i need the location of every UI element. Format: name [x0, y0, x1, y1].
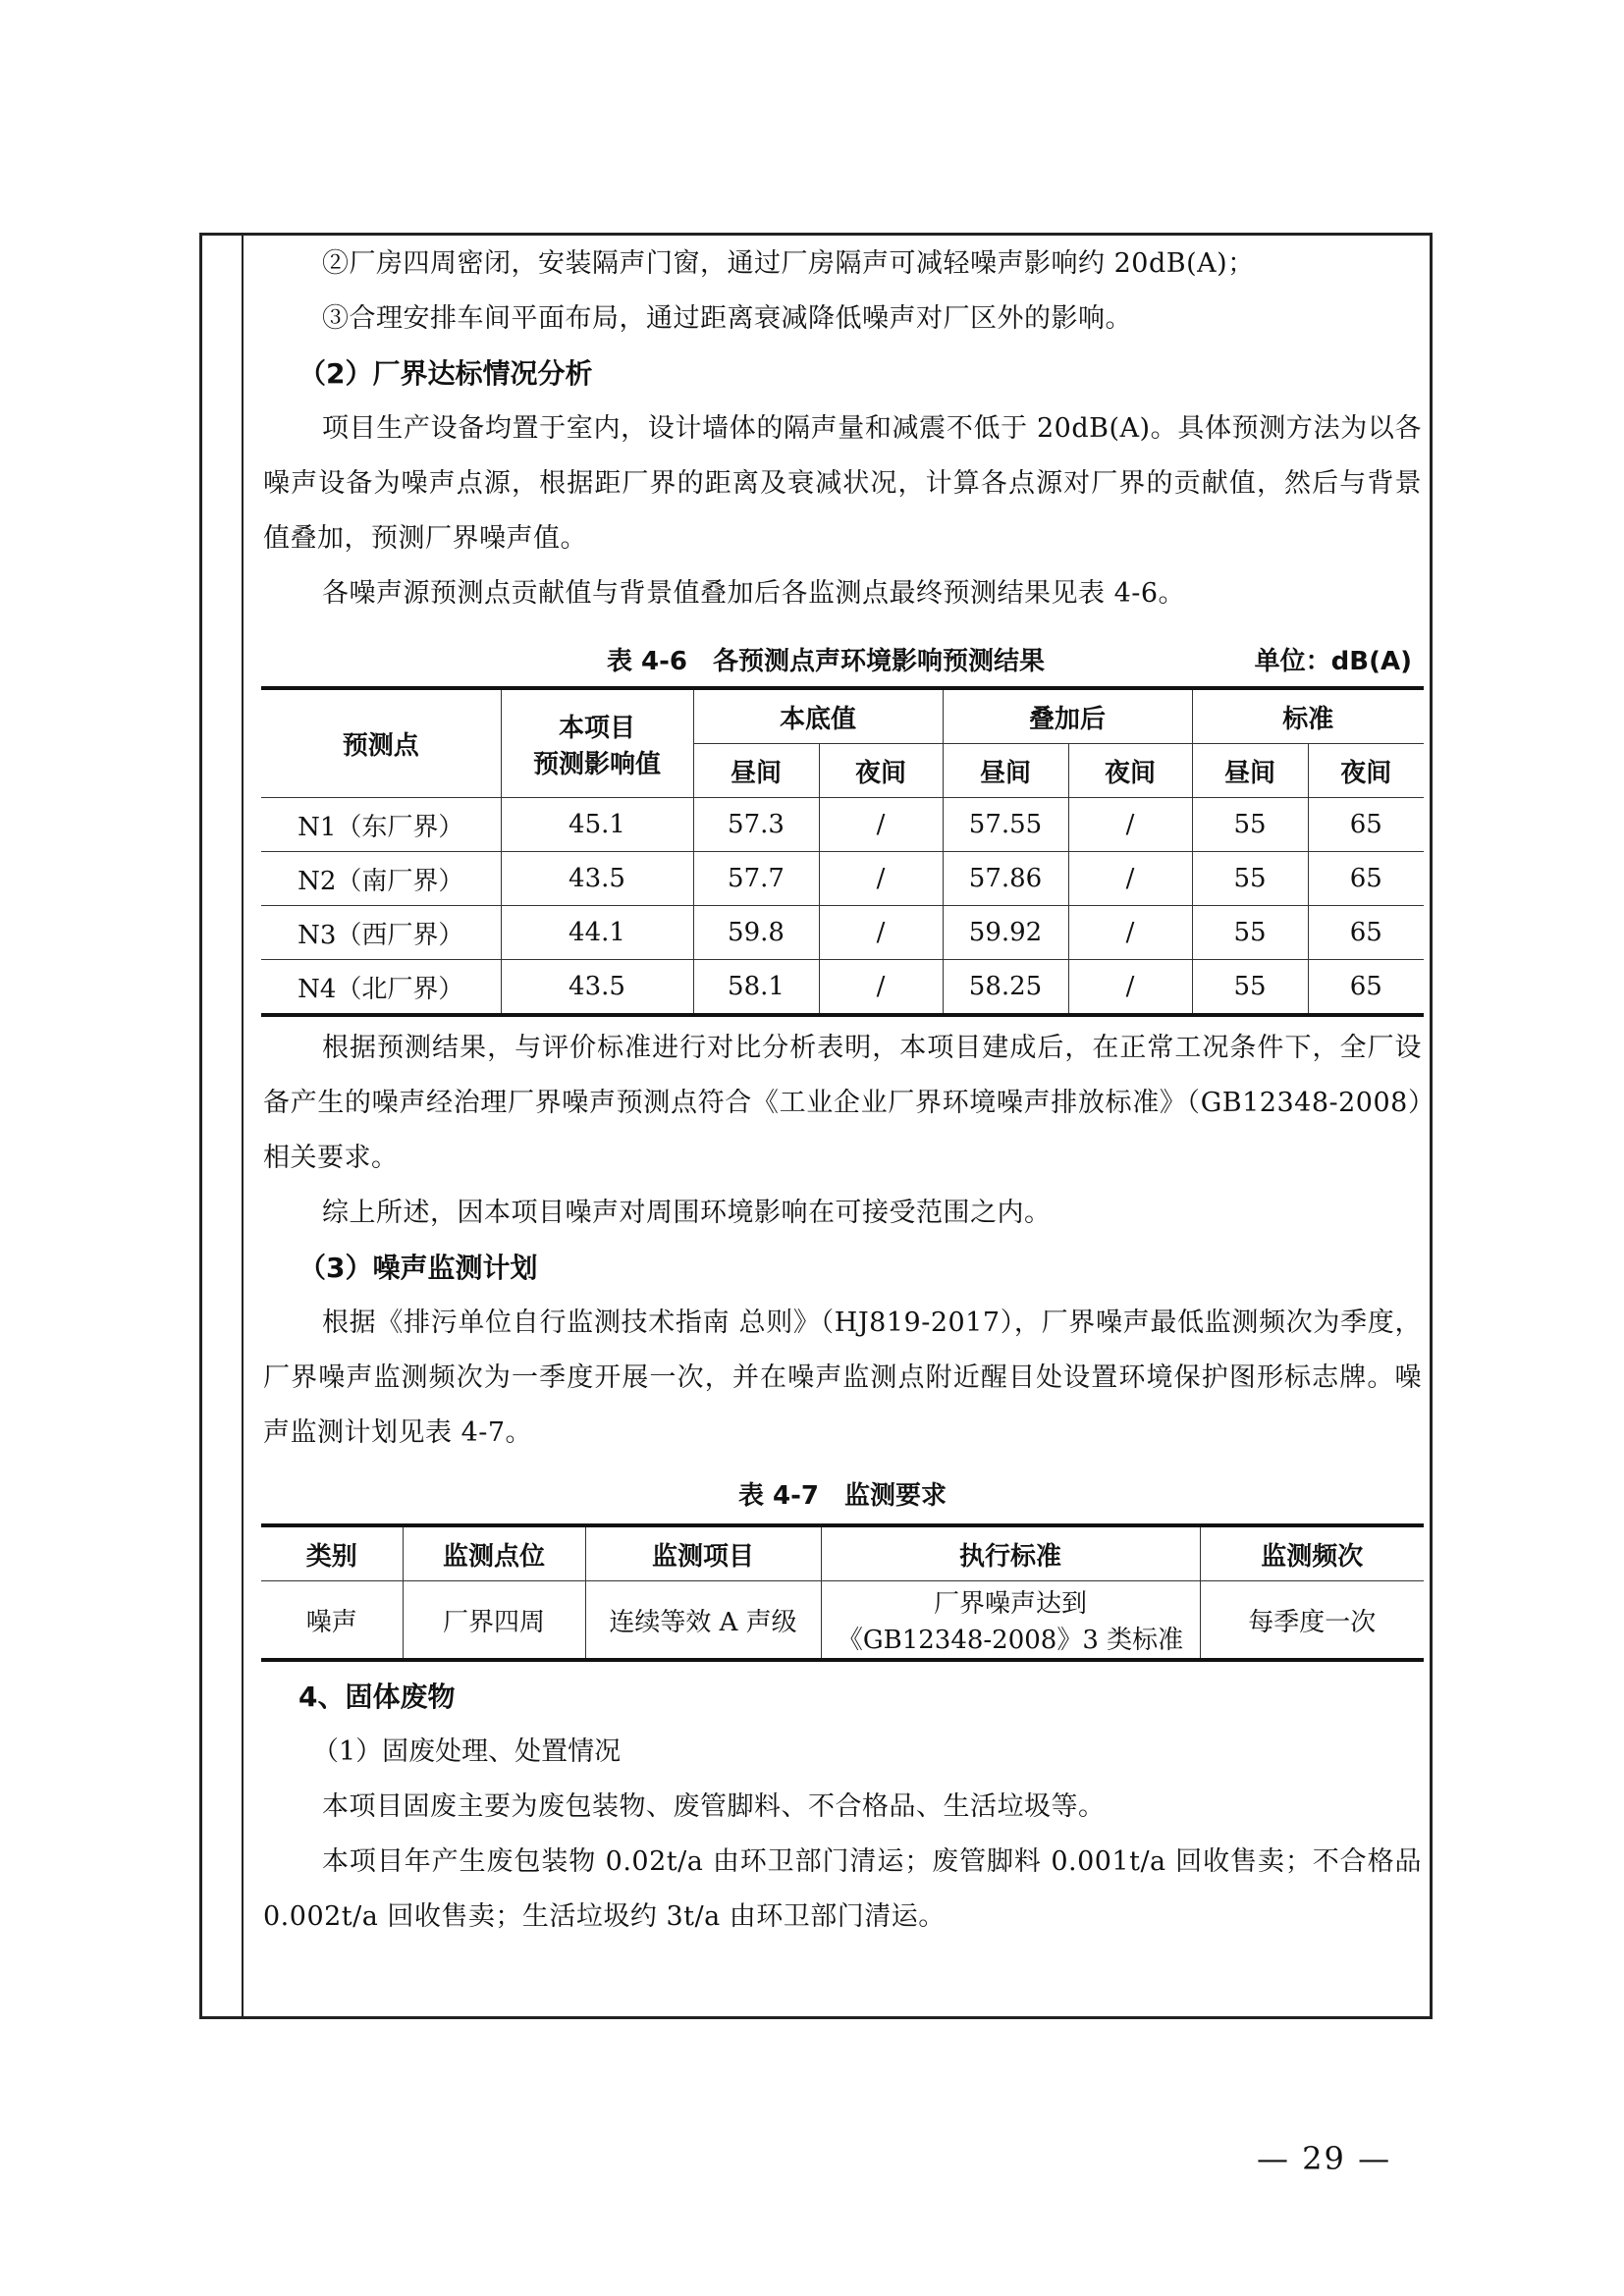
- table-4-6-caption-row: [263, 627, 1422, 686]
- paragraph-waste-amounts: 本项目年产生废包装物 0.02t/a 由环卫部门清运；废管脚料 0.001t/a 回收售卖；不合格品 0.002t/a 回收售卖；生活垃圾约 3t/a 由环卫部门清运。: [263, 1846, 1422, 1932]
- header-impact: [501, 688, 693, 798]
- frame-inner-line: [242, 236, 244, 2016]
- header-bg-night: 夜间: [819, 744, 943, 798]
- paragraph-monitoring: 根据《排污单位自行监测技术指南 总则》（HJ819-2017），厂界噪声最低监测频次为季度，厂界噪声监测频次为一季度开展一次，并在噪声监测点附近醒目处设置环境保护图形标志牌。噪声监测计划见表 4-7。: [263, 1308, 1422, 1448]
- cell-ov-night: /: [1068, 960, 1192, 1016]
- cell-std-day: 55: [1192, 852, 1308, 906]
- table-4-6-unit: 单位：dB(A): [1254, 647, 1412, 676]
- heading-solid-waste: 4、固体废物: [298, 1681, 456, 1713]
- cell-ov-day: 59.92: [943, 906, 1068, 960]
- cell-point: N4（北厂界）: [261, 960, 501, 1016]
- cell-standard-line2: 《GB12348-2008》3 类标准: [837, 1626, 1184, 1655]
- table-row: [261, 960, 1424, 1016]
- header-impact-line2: 预测影响值: [532, 749, 661, 779]
- header-frequency: 监测频次: [1200, 1525, 1424, 1581]
- subheading-waste-handling: （1）固废处理、处置情况: [312, 1736, 622, 1767]
- cell-bg-day: 57.3: [693, 798, 819, 852]
- cell-standard-line1: 厂界噪声达到: [933, 1589, 1087, 1619]
- cell-ov-day: 57.86: [943, 852, 1068, 906]
- cell-std-night: 65: [1308, 798, 1424, 852]
- cell-ov-night: /: [1068, 798, 1192, 852]
- cell-point: N2（南厂界）: [261, 852, 501, 906]
- cell-ov-day: 57.55: [943, 798, 1068, 852]
- paragraph-layout: ③合理安排车间平面布局，通过距离衰减降低噪声对厂区外的影响。: [322, 303, 1132, 334]
- header-type: 类别: [261, 1525, 403, 1581]
- page-content: [263, 233, 1422, 1945]
- paragraph-soundproof: ②厂房四周密闭，安装隔声门窗，通过厂房隔声可减轻噪声影响约 20dB(A)；: [322, 248, 1255, 279]
- cell-ov-night: /: [1068, 852, 1192, 906]
- paragraph-prediction-reference: 各噪声源预测点贡献值与背景值叠加后各监测点最终预测结果见表 4-6。: [322, 578, 1186, 609]
- cell-std-night: 65: [1308, 906, 1424, 960]
- cell-bg-night: /: [819, 960, 943, 1016]
- header-standard: 执行标准: [821, 1525, 1200, 1581]
- cell-bg-night: /: [819, 798, 943, 852]
- header-impact-line1: 本项目: [558, 713, 635, 743]
- heading-boundary-analysis: （2）厂界达标情况分析: [298, 357, 593, 390]
- cell-std-day: 55: [1192, 798, 1308, 852]
- cell-point: N3（西厂界）: [261, 906, 501, 960]
- cell-impact: 43.5: [501, 960, 693, 1016]
- table-4-6: [261, 686, 1424, 1017]
- table-4-7-caption: 表 4-7 监测要求: [737, 1481, 947, 1511]
- table-row: [261, 906, 1424, 960]
- header-point: 预测点: [261, 688, 501, 798]
- header-standard: 标准: [1192, 688, 1424, 744]
- cell-location: 厂界四周: [403, 1581, 585, 1661]
- cell-ov-night: /: [1068, 906, 1192, 960]
- header-item: 监测项目: [585, 1525, 821, 1581]
- cell-std-day: 55: [1192, 906, 1308, 960]
- cell-bg-night: /: [819, 852, 943, 906]
- heading-monitoring-plan: （3）噪声监测计划: [298, 1252, 538, 1284]
- paragraph-waste-types: 本项目固废主要为废包装物、废管脚料、不合格品、生活垃圾等。: [322, 1791, 1106, 1822]
- header-overlay: 叠加后: [943, 688, 1192, 744]
- table-4-6-caption: 表 4-6 各预测点声环境影响预测结果: [607, 647, 1046, 676]
- header-ov-night: 夜间: [1068, 744, 1192, 798]
- cell-std-night: 65: [1308, 852, 1424, 906]
- cell-bg-day: 57.7: [693, 852, 819, 906]
- cell-frequency: 每季度一次: [1200, 1581, 1424, 1661]
- cell-impact: 43.5: [501, 852, 693, 906]
- paragraph-result-analysis: 根据预测结果，与评价标准进行对比分析表明，本项目建成后，在正常工况条件下，全厂设备产生的噪声经治理厂界噪声预测点符合《工业企业厂界环境噪声排放标准》（GB12348-2008）相关要求。: [263, 1033, 1422, 1173]
- cell-item: 连续等效 A 声级: [585, 1581, 821, 1661]
- cell-ov-day: 58.25: [943, 960, 1068, 1016]
- page-number: — 29 —: [1257, 2140, 1392, 2177]
- table-row: [261, 852, 1424, 906]
- table-4-7: [261, 1523, 1424, 1662]
- paragraph-conclusion: 综上所述，因本项目噪声对周围环境影响在可接受范围之内。: [322, 1198, 1052, 1228]
- header-std-day: 昼间: [1192, 744, 1308, 798]
- header-std-night: 夜间: [1308, 744, 1424, 798]
- cell-bg-night: /: [819, 906, 943, 960]
- cell-type: 噪声: [261, 1581, 403, 1661]
- cell-standard: [821, 1581, 1200, 1661]
- cell-bg-day: 59.8: [693, 906, 819, 960]
- header-bg-day: 昼间: [693, 744, 819, 798]
- paragraph-prediction-method: 项目生产设备均置于室内，设计墙体的隔声量和减震不低于 20dB(A)。具体预测方法为以各噪声设备为噪声点源，根据距厂界的距离及衰减状况，计算各点源对厂界的贡献值，然后与背景值叠加，预测厂界噪声值。: [263, 413, 1422, 554]
- header-location: 监测点位: [403, 1525, 585, 1581]
- cell-impact: 45.1: [501, 798, 693, 852]
- header-background: 本底值: [693, 688, 943, 744]
- cell-std-day: 55: [1192, 960, 1308, 1016]
- cell-std-night: 65: [1308, 960, 1424, 1016]
- table-row: [261, 798, 1424, 852]
- table-row: [261, 1581, 1424, 1661]
- header-ov-day: 昼间: [943, 744, 1068, 798]
- cell-point: N1（东厂界）: [261, 798, 501, 852]
- cell-impact: 44.1: [501, 906, 693, 960]
- cell-bg-day: 58.1: [693, 960, 819, 1016]
